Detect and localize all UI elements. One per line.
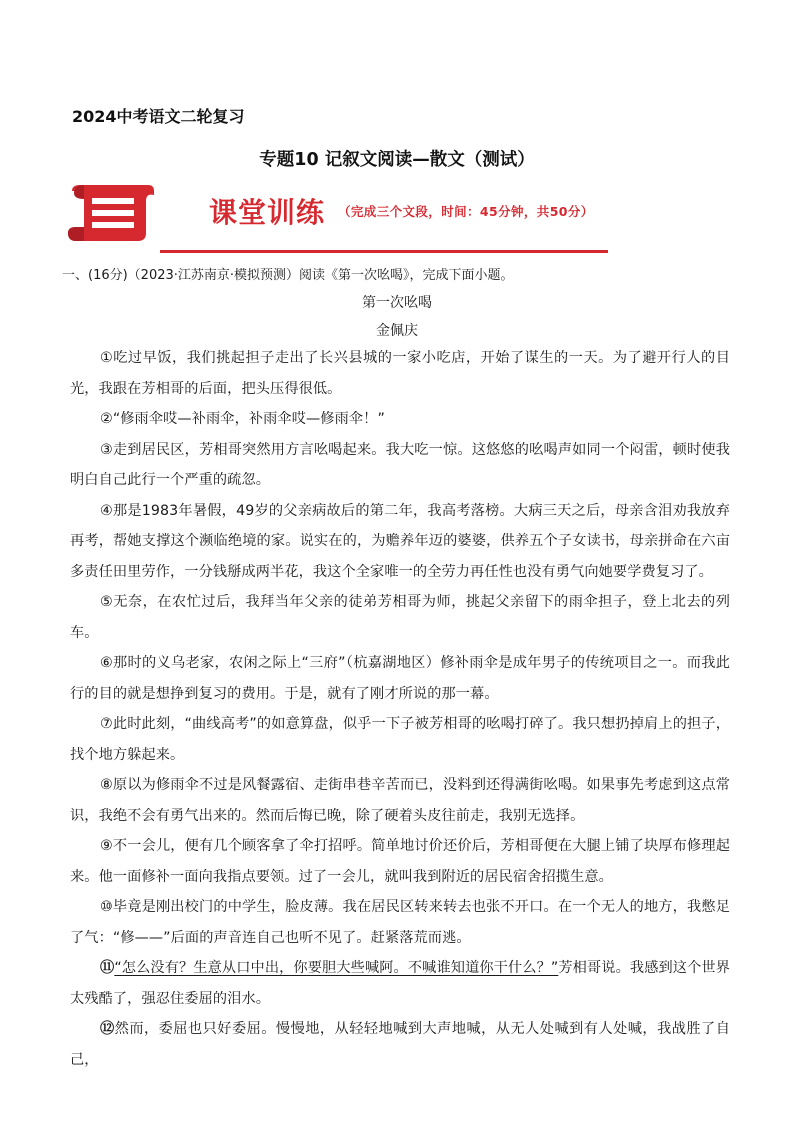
paragraph-10: ⑩毕竟是刚出校门的中学生，脸皮薄。我在居民区转来转去也张不开口。在一个无人的地方，我憋足了气：“修——”后面的声音连自己也听不见了。赶紧落荒而逃。 [70, 899, 730, 946]
underlined-quote: “怎么没有？生意从口中出，你要胆大些喊阿。不喊谁知道你干什么？” [114, 960, 559, 976]
article-title: 第一次吆喝 [362, 295, 432, 311]
article-body [70, 343, 730, 1075]
paragraph-3: ③走到居民区，芳相哥突然用方言吆喝起来。我大吃一惊。这悠悠的吆喝声如同一个闷雷，顿时使我明白自己此行一个严重的疏忽。 [70, 441, 730, 488]
banner-note: （完成三个文段，时间：45分钟，共50分） [338, 204, 594, 219]
paragraph-number: ⑪ [100, 960, 115, 976]
paragraph-6: ⑥那时的义乌老家，农闲之际上“三府”（杭嘉湖地区）修补雨伞是成年男子的传统项目之一。而我此行的目的就是想挣到复习的费用。于是，就有了刚才所说的那一幕。 [70, 655, 730, 702]
paragraph-12-text: 然而，委屈也只好委屈。慢慢地，从轻轻地喊到大声地喊，从无人处喊到有人处喊，我战胜了自己， [70, 1021, 731, 1068]
paragraph-1: ①吃过早饭，我们挑起担子走出了长兴县城的一家小吃店，开始了谋生的一天。为了避开行人的目光，我跟在芳相哥的后面，把头压得很低。 [70, 350, 730, 397]
series-title: 2024中考语文二轮复习 [72, 107, 245, 126]
banner-title: 课堂训练 [209, 196, 326, 229]
paragraph-12 [70, 1014, 730, 1075]
paragraph-7: ⑦此时此刻，“曲线高考”的如意算盘，似乎一下子被芳相哥的吆喝打碎了。我只想扔掉肩上的担子，找个地方躲起来。 [70, 716, 730, 763]
paragraph-11 [70, 953, 730, 1014]
topic-title: 专题10 记叙文阅读—散文（测试） [259, 150, 535, 170]
section-banner [62, 181, 594, 257]
divider [160, 250, 608, 253]
paragraph-4: ④那是1983年暑假，49岁的父亲病故后的第二年，我高考落榜。大病三天之后，母亲含泪劝我放弃再考，帮她支撑这个濒临绝境的家。说实在的，为赡养年迈的婆婆，供养五个子女读书，母亲拼命在六亩多责任田里劳作，一分钱掰成两半花，我这个全家唯一的全劳力再任性也没有勇气向她要学费复习了。 [70, 502, 730, 580]
paragraph-number: ⑫ [100, 1021, 115, 1037]
paragraph-5: ⑤无奈，在农忙过后，我拜当年父亲的徒弟芳相哥为师，挑起父亲留下的雨伞担子，登上北去的列车。 [70, 594, 730, 641]
paragraph-2: ②“修雨伞哎—补雨伞，补雨伞哎—修雨伞！” [100, 411, 385, 427]
article-author: 金佩庆 [376, 323, 418, 339]
question-prompt: 一、(16分)（2023·江苏南京·模拟预测）阅读《第一次吆喝》，完成下面小题。 [62, 268, 514, 283]
paragraph-8: ⑧原以为修雨伞不过是风餐露宿、走街串巷辛苦而已，没料到还得满街吆喝。如果事先考虑到这点常识，我绝不会有勇气出来的。然而后悔已晚，除了硬着头皮往前走，我别无选择。 [70, 777, 730, 824]
paragraph-9: ⑨不一会儿，便有几个顾客拿了伞打招呼。简单地讨价还价后，芳相哥便在大腿上铺了块厚布修理起来。他一面修补一面向我指点要领。过了一会儿，就叫我到附近的居民宿舍招揽生意。 [70, 838, 730, 885]
scroll-icon [62, 181, 162, 247]
paragraph-11-rest: 芳相哥说。我感到这个世界太残酷了，强忍住委屈的泪水。 [70, 960, 731, 1007]
